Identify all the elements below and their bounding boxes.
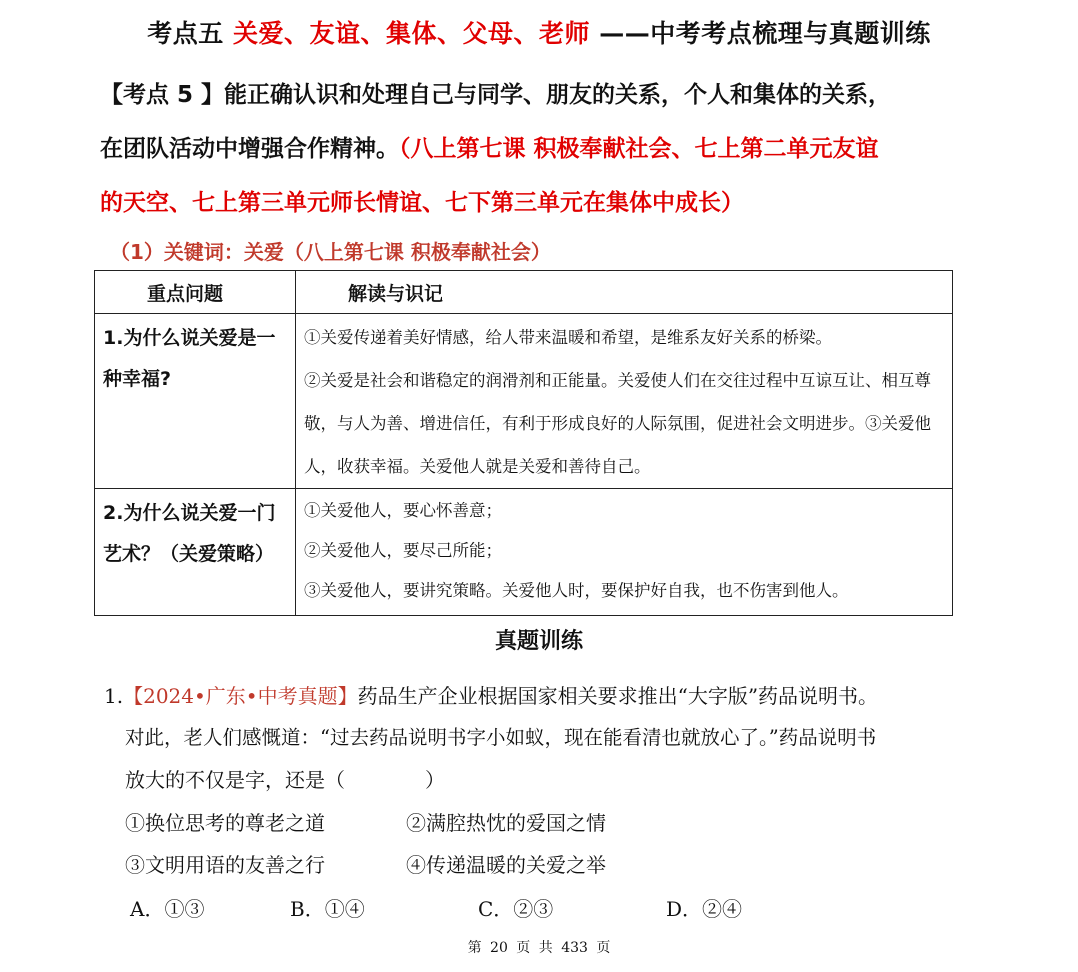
answer-item: ②关爱他人，要尽己所能； xyxy=(304,541,502,560)
intro-line-2 xyxy=(100,130,879,163)
title-suffix: ——中考考点梳理与真题训练 xyxy=(590,19,931,48)
statement-item-2: ②满腔热忱的爱国之情 xyxy=(406,811,606,835)
choice-b[interactable]: B．①④ xyxy=(290,897,365,921)
intro-line-3: 的天空、七上第三单元师长情谊、七下第三单元在集体中成长） xyxy=(100,190,744,216)
table-cell-question: 2.为什么说关爱一门艺术？（关爱策略） xyxy=(95,489,296,616)
choice-d[interactable]: D．②④ xyxy=(666,897,743,921)
title-prefix: 考点五 xyxy=(147,19,233,48)
intro-label: 【考点 5 】 xyxy=(100,82,225,108)
key-points-table xyxy=(94,270,953,616)
question-source: 【2024•广东•中考真题】 xyxy=(123,684,358,708)
choice-a[interactable]: A．①③ xyxy=(130,897,205,921)
table-row xyxy=(95,489,953,616)
table-cell-question: 1.为什么说关爱是一种幸福? xyxy=(95,314,296,489)
statement-item-3: ③文明用语的友善之行 xyxy=(125,853,325,877)
answer-item: ①关爱传递着美好情感，给人带来温暖和希望，是维系友好关系的桥梁。 xyxy=(304,328,832,347)
table-row xyxy=(95,314,953,489)
answer-item: ③关爱他人，要讲究策略。关爱他人时，要保护好自我，也不伤害到他人。 xyxy=(304,581,849,600)
title-topic: 关爱、友谊、集体、父母、老师 xyxy=(232,19,590,48)
intro-text-1: 能正确认识和处理自己与同学、朋友的关系，个人和集体的关系， xyxy=(224,82,892,108)
table-cell-answer xyxy=(296,489,953,616)
question-line-2: 对此，老人们感慨道：“过去药品说明书字小如蚁，现在能看清也就放心了。”药品说明书 xyxy=(125,726,877,749)
answer-item: ①关爱他人，要心怀善意； xyxy=(304,501,502,520)
question-line-3: 放大的不仅是字，还是（ ） xyxy=(125,768,445,792)
page-footer: 第 20 页 共 433 页 xyxy=(467,940,611,956)
intro-ref-2: （八上第七课 积极奉献社会、七上第二单元友谊 xyxy=(399,136,879,162)
table-cell-answer xyxy=(296,314,953,489)
table-header-row xyxy=(95,271,953,314)
intro-line-1 xyxy=(100,76,891,109)
table-header-answer: 解读与识记 xyxy=(296,271,953,314)
statement-item-4: ④传递温暖的关爱之举 xyxy=(406,853,606,877)
statement-item-1: ①换位思考的尊老之道 xyxy=(125,811,325,835)
question-number: 1. xyxy=(104,684,124,708)
answer-item: ②关爱是社会和谐稳定的润滑剂和正能量。关爱使人们在交往过程中互谅互让、相互尊敬，与人为善、增进信任，有利于形成良好的人际氛围，促进社会文明进步。③关爱他人，收获幸福。关爱他人就是关爱和善待自己。 xyxy=(304,371,931,476)
keyword-heading: （1）关键词：关爱（八上第七课 积极奉献社会） xyxy=(110,240,551,264)
page-title xyxy=(0,14,1078,50)
section-title: 真题训练 xyxy=(494,629,583,654)
question-line-1 xyxy=(104,680,878,709)
table-header-question: 重点问题 xyxy=(95,271,296,314)
intro-text-2: 在团队活动中增强合作精神。 xyxy=(100,136,399,162)
choice-c[interactable]: C．②③ xyxy=(478,897,554,921)
question-text-1: 药品生产企业根据国家相关要求推出“大字版”药品说明书。 xyxy=(357,684,879,708)
